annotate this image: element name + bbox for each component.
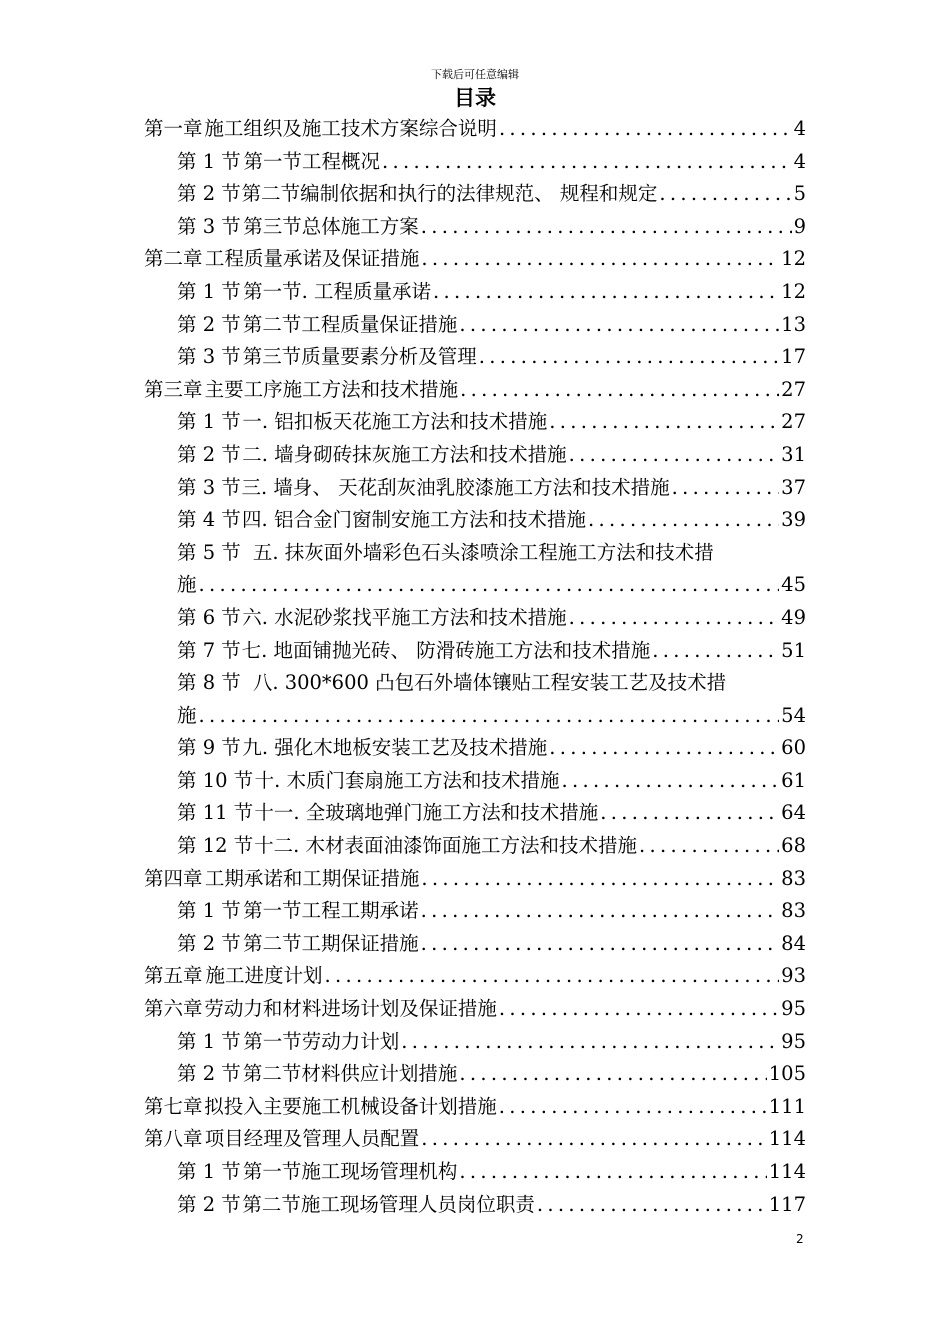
toc-entry[interactable] (144, 211, 806, 244)
leader-dots (479, 341, 779, 374)
leader-dots (588, 504, 779, 537)
toc-page-number: 9 (793, 214, 806, 238)
toc-entry-number: 第 2 节 (177, 931, 241, 955)
toc-entry-title: 十. 木质门套扇施工方法和技术措施 (254, 768, 560, 792)
toc-entry-continuation[interactable] (144, 569, 806, 602)
toc-entry-title: 第一节施工现场管理机构 (242, 1160, 458, 1183)
toc-entry-number: 第 1 节 (177, 410, 241, 434)
toc-page-number: 64 (781, 801, 806, 825)
toc-entry[interactable] (144, 667, 806, 700)
toc-entry-title: 第三节质量要素分析及管理 (242, 345, 477, 369)
leader-dots (600, 797, 779, 830)
toc-entry[interactable] (144, 276, 806, 309)
toc-entry-number: 第 10 节 (177, 768, 254, 792)
toc-page-number: 111 (768, 1094, 806, 1118)
toc-entry-number: 第 2 节 (177, 182, 241, 206)
toc-entry[interactable] (144, 146, 806, 179)
toc-entry[interactable] (144, 309, 806, 342)
toc-chapter[interactable] (144, 993, 806, 1026)
leader-dots (421, 1123, 766, 1156)
toc-page-number: 27 (781, 410, 806, 434)
toc-entry-number: 第 12 节 (177, 834, 254, 858)
leader-dots (199, 569, 780, 602)
toc-chapter[interactable] (144, 863, 806, 896)
toc-chapter-title: 拟投入主要施工机械设备计划措施 (204, 1094, 497, 1118)
toc-entry[interactable] (144, 504, 806, 537)
leader-dots (421, 211, 792, 244)
toc-entry[interactable] (144, 472, 806, 505)
toc-page-number: 68 (781, 834, 806, 858)
toc-entry-title: 第二节编制依据和执行的法律规范、 规程和规定 (241, 182, 658, 206)
toc-chapter-title: 工期承诺和工期保证措施 (204, 866, 420, 890)
toc-chapter-title: 施工进度计划 (205, 964, 323, 988)
toc-page-number: 31 (781, 442, 806, 466)
toc-chapter-title: 工程质量承诺及保证措施 (204, 247, 420, 271)
toc-page-number: 114 (768, 1160, 806, 1183)
toc-chapter[interactable] (144, 113, 806, 146)
toc-entry-title: 第一节工程概况 (243, 149, 380, 173)
toc-entry-number: 第 11 节 (177, 801, 254, 825)
toc-page-number: 93 (781, 964, 806, 988)
toc-entry-number: 第 2 节 (177, 312, 241, 336)
page-number: 2 (796, 1232, 804, 1246)
toc-chapter[interactable] (144, 1091, 806, 1124)
toc-entry[interactable] (144, 797, 806, 830)
toc-chapter-number: 第一章 (144, 117, 203, 140)
toc-entry-title: 六. 水泥砂浆找平施工方法和技术措施 (242, 605, 567, 629)
toc-page-number: 12 (781, 279, 806, 303)
toc-page-number: 117 (768, 1192, 806, 1216)
toc-entry[interactable] (144, 537, 806, 570)
toc-title: 目录 (454, 86, 496, 110)
toc-entry[interactable] (144, 830, 806, 863)
toc-entry[interactable] (144, 635, 806, 668)
leader-dots (460, 374, 779, 407)
leader-dots (549, 732, 779, 765)
toc-entry-number: 第 7 节 (177, 638, 241, 662)
toc-page-number: 105 (768, 1062, 806, 1086)
toc-entry-title: 三. 墙身、 天花刮灰油乳胶漆施工方法和技术措施 (241, 475, 670, 499)
toc-entry-title: 十一. 全玻璃地弹门施工方法和技术措施 (254, 801, 599, 825)
toc-chapter[interactable] (144, 1123, 806, 1156)
toc-entry-title: 第一节工程工期承诺 (243, 899, 419, 923)
toc-page-number: 84 (781, 931, 806, 955)
toc-chapter-title: 项目经理及管理人员配置 (204, 1127, 420, 1151)
toc-entry[interactable] (144, 406, 806, 439)
toc-page-number: 13 (781, 312, 806, 336)
toc-page-number: 83 (781, 866, 806, 890)
toc-entry-title: 第一节. 工程质量承诺 (243, 279, 431, 303)
leader-dots (672, 472, 780, 505)
toc-entry[interactable] (144, 1156, 806, 1189)
toc-entry-title: 八. 300*600 凸包石外墙体镶贴工程安装工艺及技术措 (252, 671, 727, 695)
leader-dots (421, 895, 780, 928)
toc-entry[interactable] (144, 341, 806, 374)
toc-entry[interactable] (144, 732, 806, 765)
leader-dots (659, 178, 791, 211)
leader-dots (421, 243, 779, 276)
leader-dots (459, 309, 779, 342)
toc-page-number: 4 (793, 117, 806, 140)
leader-dots (639, 830, 779, 863)
toc-page-number: 54 (781, 703, 806, 727)
toc-entry[interactable] (144, 439, 806, 472)
leader-dots (421, 863, 779, 896)
toc-chapter-number: 第六章 (144, 997, 203, 1021)
leader-dots (433, 276, 779, 309)
toc-chapter[interactable] (144, 374, 806, 407)
toc-entry[interactable] (144, 895, 806, 928)
toc-entry[interactable] (144, 1189, 806, 1222)
toc-chapter-title: 施工组织及施工技术方案综合说明 (204, 117, 497, 140)
table-of-contents (144, 113, 806, 1221)
toc-entry-number: 第 3 节 (177, 475, 241, 499)
toc-entry-number: 第 1 节 (177, 149, 241, 173)
toc-entry-number: 第 1 节 (177, 279, 241, 303)
toc-entry-title-cont: 施 (177, 573, 197, 597)
toc-entry-title: 九. 强化木地板安装工艺及技术措施 (242, 736, 548, 760)
toc-page-number: 27 (781, 377, 806, 401)
toc-chapter[interactable] (144, 243, 806, 276)
toc-chapter-number: 第三章 (144, 377, 203, 401)
toc-entry-title: 第二节材料供应计划措施 (242, 1062, 458, 1086)
toc-page-number: 17 (781, 345, 806, 369)
leader-dots (499, 993, 779, 1026)
leader-dots (401, 1026, 779, 1059)
toc-page-number: 51 (781, 638, 806, 662)
toc-entry-number: 第 3 节 (177, 214, 241, 238)
toc-page-number: 37 (781, 475, 806, 499)
leader-dots (459, 1156, 766, 1189)
toc-chapter-title: 劳动力和材料进场计划及保证措施 (204, 997, 497, 1021)
toc-entry-number: 第 2 节 (177, 1062, 241, 1086)
toc-entry-title: 二. 墙身砌砖抹灰施工方法和技术措施 (242, 442, 567, 466)
toc-entry-number: 第 2 节 (177, 1192, 241, 1216)
header-note: 下载后可任意编辑 (431, 68, 519, 81)
toc-page-number: 95 (781, 1029, 806, 1053)
toc-entry-number: 第 3 节 (177, 345, 241, 369)
toc-entry-title: 十二. 木材表面油漆饰面施工方法和技术措施 (254, 834, 638, 858)
leader-dots (324, 960, 779, 993)
toc-entry-number: 第 1 节 (177, 899, 241, 923)
toc-entry-number: 第 9 节 (177, 736, 241, 760)
toc-entry-number: 第 4 节 (177, 508, 241, 532)
leader-dots (499, 1091, 767, 1124)
leader-dots (549, 406, 779, 439)
toc-chapter-number: 第五章 (144, 964, 203, 988)
leader-dots (459, 1058, 766, 1091)
toc-entry-title: 四. 铝合金门窗制安施工方法和技术措施 (242, 508, 586, 532)
leader-dots (421, 928, 780, 961)
toc-page-number: 12 (781, 247, 806, 271)
toc-page-number: 4 (793, 149, 806, 173)
toc-entry-number: 第 5 节 (177, 540, 241, 564)
toc-entry-title: 第二节施工现场管理人员岗位职责 (242, 1192, 535, 1216)
toc-page-number: 5 (793, 182, 806, 206)
toc-chapter-number: 第四章 (144, 866, 203, 890)
toc-page-number: 114 (768, 1127, 806, 1151)
toc-entry-number: 第 2 节 (177, 442, 241, 466)
toc-chapter-number: 第七章 (144, 1094, 203, 1118)
toc-page-number: 45 (781, 573, 806, 597)
toc-entry-title: 第二节工期保证措施 (243, 931, 419, 955)
toc-entry[interactable] (144, 928, 806, 961)
toc-entry[interactable] (144, 602, 806, 635)
toc-page-number: 49 (781, 605, 806, 629)
toc-entry-title: 七. 地面铺抛光砖、 防滑砖施工方法和技术措施 (241, 638, 651, 662)
leader-dots (569, 439, 780, 472)
toc-entry[interactable] (144, 1026, 806, 1059)
toc-entry-continuation[interactable] (144, 700, 806, 733)
toc-page-number: 95 (781, 997, 806, 1021)
leader-dots (537, 1189, 767, 1222)
toc-entry-number: 第 1 节 (177, 1029, 241, 1053)
toc-entry[interactable] (144, 1058, 806, 1091)
toc-entry-number: 第 8 节 (177, 671, 241, 695)
leader-dots (499, 113, 792, 146)
toc-entry[interactable] (144, 178, 806, 211)
toc-entry-title: 一. 铝扣板天花施工方法和技术措施 (242, 410, 548, 434)
toc-page-number: 61 (781, 768, 806, 792)
toc-entry-title: 第三节总体施工方案 (243, 214, 419, 238)
toc-entry-number: 第 6 节 (177, 605, 241, 629)
toc-entry[interactable] (144, 765, 806, 798)
toc-chapter-title: 主要工序施工方法和技术措施 (204, 377, 459, 401)
toc-entry-title-cont: 施 (177, 703, 197, 727)
toc-page-number: 60 (781, 736, 806, 760)
toc-entry-title: 五. 抹灰面外墙彩色石头漆喷涂工程施工方法和技术措 (252, 540, 714, 564)
leader-dots (569, 602, 780, 635)
toc-entry-title: 第一节劳动力计划 (243, 1029, 400, 1053)
toc-page-number: 83 (781, 899, 806, 923)
toc-chapter-number: 第八章 (144, 1127, 203, 1151)
toc-page-number: 39 (781, 508, 806, 532)
toc-entry-number: 第 1 节 (177, 1160, 241, 1183)
leader-dots (562, 765, 780, 798)
leader-dots (652, 635, 779, 668)
toc-entry-title: 第二节工程质量保证措施 (242, 312, 458, 336)
leader-dots (382, 146, 792, 179)
toc-chapter-number: 第二章 (144, 247, 203, 271)
leader-dots (199, 700, 780, 733)
toc-chapter[interactable] (144, 960, 806, 993)
